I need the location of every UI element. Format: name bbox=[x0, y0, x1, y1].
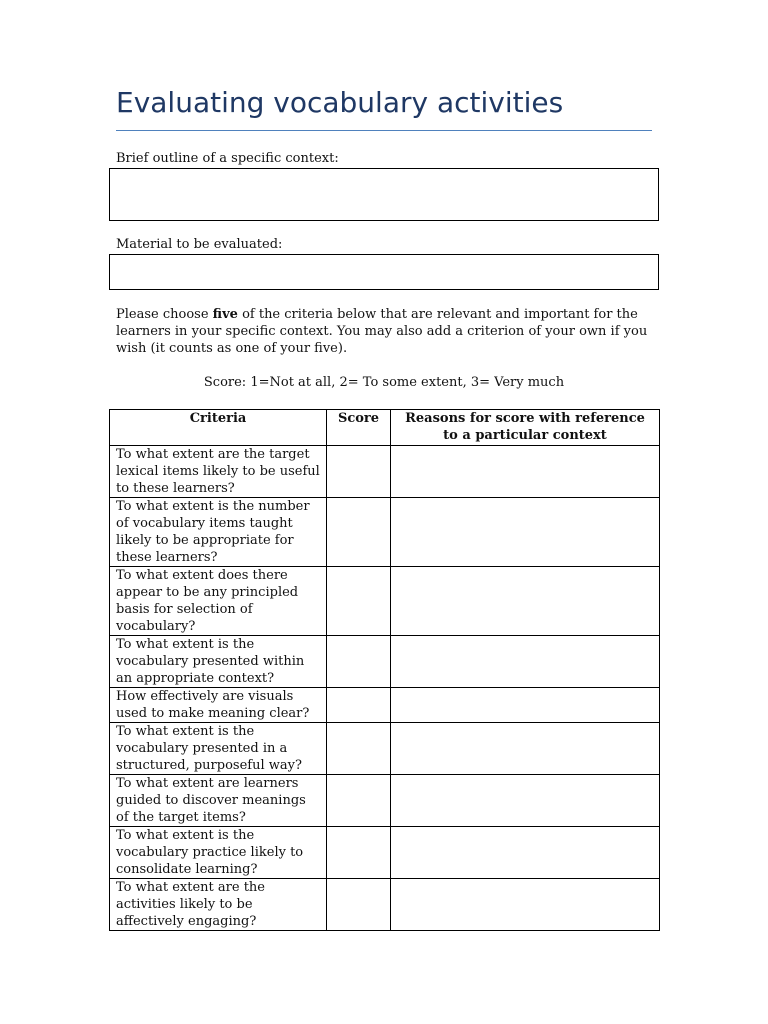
reasons-cell[interactable] bbox=[391, 498, 660, 567]
score-legend: Score: 1=Not at all, 2= To some extent, 3= Very much bbox=[203, 375, 565, 390]
table-row bbox=[110, 879, 660, 931]
score-cell[interactable] bbox=[327, 498, 391, 567]
table-row bbox=[110, 775, 660, 827]
table-row bbox=[110, 723, 660, 775]
reasons-cell[interactable] bbox=[391, 827, 660, 879]
reasons-column-header: Reasons for score with reference to a particular context bbox=[391, 410, 660, 446]
instructions-text-end: of the criteria below that are relevant and important for the learners in your specific context. You may also add a criterion of your own if you wish (it counts as one of your five). bbox=[116, 307, 648, 356]
material-field[interactable] bbox=[109, 254, 659, 290]
score-column-header: Score bbox=[327, 410, 391, 446]
reasons-cell[interactable] bbox=[391, 879, 660, 931]
table-row bbox=[110, 688, 660, 723]
criterion-cell: To what extent are the target lexical items likely to be useful to these learners? bbox=[110, 446, 327, 498]
page-title: Evaluating vocabulary activities bbox=[116, 86, 564, 119]
table-header-row bbox=[110, 410, 660, 446]
criterion-cell: To what extent are the activities likely to be affectively engaging? bbox=[110, 879, 327, 931]
title-underline bbox=[116, 130, 652, 131]
table-row bbox=[110, 567, 660, 636]
score-cell[interactable] bbox=[327, 879, 391, 931]
reasons-cell[interactable] bbox=[391, 446, 660, 498]
table-row bbox=[110, 498, 660, 567]
reasons-cell[interactable] bbox=[391, 688, 660, 723]
criterion-cell: How effectively are visuals used to make meaning clear? bbox=[110, 688, 327, 723]
criterion-cell: To what extent is the number of vocabulary items taught likely to be appropriate for these learners? bbox=[110, 498, 327, 567]
instructions-text-start: Please choose bbox=[116, 307, 213, 322]
criterion-cell: To what extent is the vocabulary presented within an appropriate context? bbox=[110, 636, 327, 688]
score-cell[interactable] bbox=[327, 446, 391, 498]
criterion-cell: To what extent does there appear to be any principled basis for selection of vocabulary? bbox=[110, 567, 327, 636]
reasons-cell[interactable] bbox=[391, 567, 660, 636]
material-label: Material to be evaluated: bbox=[116, 237, 283, 252]
score-cell[interactable] bbox=[327, 723, 391, 775]
reasons-cell[interactable] bbox=[391, 723, 660, 775]
criteria-table bbox=[109, 409, 660, 931]
reasons-cell[interactable] bbox=[391, 636, 660, 688]
score-cell[interactable] bbox=[327, 827, 391, 879]
criterion-cell: To what extent are learners guided to discover meanings of the target items? bbox=[110, 775, 327, 827]
table-row bbox=[110, 446, 660, 498]
score-cell[interactable] bbox=[327, 775, 391, 827]
criterion-cell: To what extent is the vocabulary practice likely to consolidate learning? bbox=[110, 827, 327, 879]
instructions-emphasis: five bbox=[212, 307, 238, 322]
table-row bbox=[110, 827, 660, 879]
context-field[interactable] bbox=[109, 168, 659, 221]
context-label: Brief outline of a specific context: bbox=[116, 151, 339, 166]
score-cell[interactable] bbox=[327, 636, 391, 688]
criterion-cell: To what extent is the vocabulary presented in a structured, purposeful way? bbox=[110, 723, 327, 775]
table-row bbox=[110, 636, 660, 688]
reasons-cell[interactable] bbox=[391, 775, 660, 827]
instructions-paragraph bbox=[116, 306, 656, 357]
criteria-column-header: Criteria bbox=[110, 410, 327, 446]
score-cell[interactable] bbox=[327, 688, 391, 723]
score-cell[interactable] bbox=[327, 567, 391, 636]
